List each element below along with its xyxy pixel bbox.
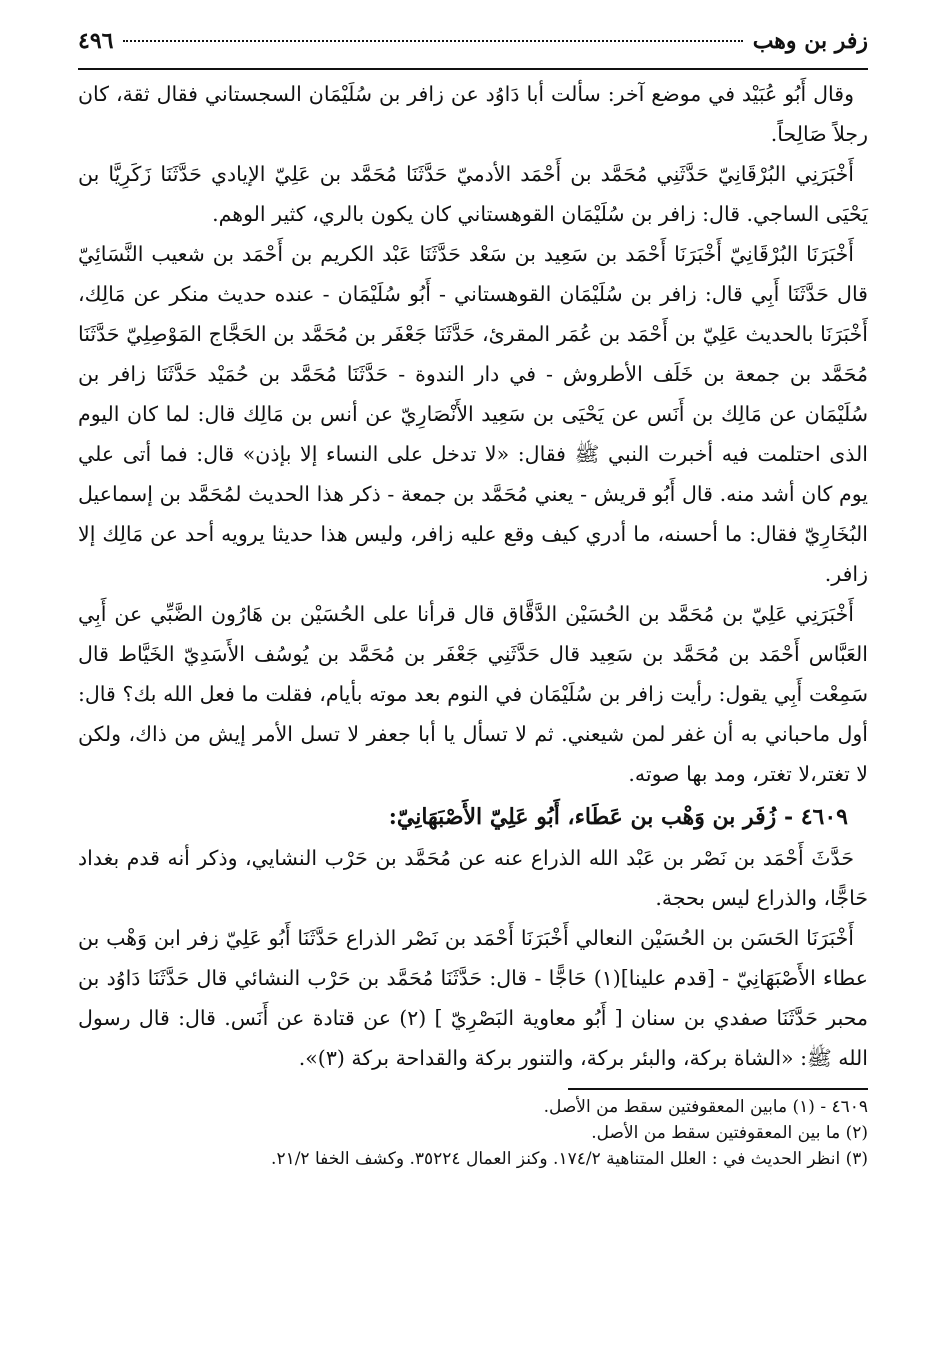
footnote-rule: [568, 1088, 868, 1090]
entry-paragraph: حَدَّثَ أَحْمَد بن نَصْر بن عَبْد الله الذراع عنه عن مُحَمَّد بن حَرْب النشايي، وذكر أنه قدم بغداد حَاجًّا، والذراع ليس بحجة.: [78, 846, 868, 910]
entry-paragraph: أَخْبَرَنَا الحَسَن بن الحُسَيْن النعالي أَخْبَرَنَا أَحْمَد بن نَصْر الذراع حَدَّثَنَا أَبُو عَلِيّ زفر ابن وَهْب بن عطاء الأَصْبَهَانِيّ - [قدم علينا](١) حَاجًّا - قال: حَدَّثَنَا مُحَمَّد بن حَرْب النشائي قال حَدَّثَنَا دَاوُد بن محبر حَدَّثَنَا صفدي بن سنان [ أَبُو معاوية البَصْرِيّ ] (٢) عن قتادة عن أَنَس. قال: قال رسول الله ﷺ: «الشاة بركة، والبئر بركة، والتنور بركة والقداحة بركة (٣)».: [78, 926, 868, 1070]
book-page: [78, 28, 868, 1328]
page-header: [78, 28, 868, 70]
paragraph: وقال أَبُو عُبَيْد في موضع آخر: سألت أبا دَاوُد عن زافر بن سُلَيْمَان السجستاني فقال ثقة، كان رجلاً صَالِحاً.: [78, 82, 868, 146]
paragraph: أَخْبَرَنِي البُرْقَانِيّ حَدَّثَنِي مُحَمَّد بن أَحْمَد الأدميّ حَدَّثَنَا مُحَمَّد بن عَلِيّ الإيادي حَدَّثَنَا زَكَرِيَّا بن يَحْيَى الساجي. قال: زافر بن سُلَيْمَان القوهستاني كان يكون بالري، كثير الوهم.: [78, 162, 868, 226]
footnote: (٢) ما بين المعقوفتين سقط من الأصل.: [591, 1123, 868, 1143]
footnotes: [78, 1094, 868, 1172]
running-title: زفر بن وهب: [752, 28, 868, 54]
entry-heading: ٤٦٠٩ - زُفَر بن وَهْب بن عَطَاء، أَبُو عَلِيّ الأَصْبَهَانِيّ:: [388, 804, 848, 830]
paragraph: أَخْبَرَنِي عَلِيّ بن مُحَمَّد بن الحُسَيْن الدَّقَّاق قال قرأنا على الحُسَيْن بن هَارُون الضَّبِّي عن أَبِي العَبَّاس أَحْمَد بن مُحَمَّد بن سَعِيد قال حَدَّثَنِي جَعْفَر بن مُحَمَّد بن يُوسُف الأَسَدِيّ الخَيَّاط قال سَمِعْت أَبِي يقول: رأيت زافر بن سُلَيْمَان في النوم بعد موته بأيام، فقلت ما فعل الله بك؟ قال: أول ماحباني به أن غفر لمن شيعني. ثم لا تسأل يا أبا جعفر لا تسل الأمر إيش من ذاك، ولكن لا تغتر،لا تغتر، ومد بها صوته.: [78, 602, 868, 786]
footnote: ٤٦٠٩ - (١) مابين المعقوفتين سقط من الأصل.: [543, 1097, 868, 1117]
footnote: (٣) انظر الحديث في : العلل المتناهية ١٧٤/٢. وكنز العمال ٣٥٢٢٤. وكشف الخفا ٢١/٢.: [271, 1149, 868, 1169]
header-dot-leader: [123, 40, 742, 42]
page-number: ٤٩٦: [78, 28, 114, 54]
page-body: [78, 70, 868, 1078]
paragraph: أَخْبَرَنَا البُرْقَانِيّ أَخْبَرَنَا أَحْمَد بن سَعِيد بن سَعْد حَدَّثَنَا عَبْد الكريم بن أَحْمَد بن شعيب النَّسَائِيّ قال حَدَّثَنَا أَبِي قال: زافر بن سُلَيْمَان القوهستاني - أَبُو سُلَيْمَان - عنده حديث منكر عن مَالِك، أَخْبَرَنَا بالحديث عَلِيّ بن أَحْمَد بن عُمَر المقرئ، حَدَّثَنَا جَعْفَر بن مُحَمَّد بن الحَجَّاج المَوْصِلِيّ حَدَّثَنَا مُحَمَّد بن جمعة بن خَلَف الأطروش - في دار الندوة - حَدَّثَنَا مُحَمَّد بن حُمَيْد حَدَّثَنَا زافر بن سُلَيْمَان عن مَالِك بن أَنَس عن يَحْيَى بن سَعِيد الأَنْصَارِيّ عن أنس بن مَالِك قال: لما كان اليوم الذى احتلمت فيه أخبرت النبي ﷺ فقال: «لا تدخل على النساء إلا بإذن» قال: فما أتى علي يوم كان أشد منه. قال أَبُو قريش - يعني مُحَمَّد بن جمعة - ذكر هذا الحديث لمُحَمَّد بن إسماعيل البُخَارِيّ فقال: ما أحسنه، ما أدري كيف وقع عليه زافر، وليس هذا حديثا يرويه أحد عن مَالِك إلا زافر.: [78, 242, 868, 586]
